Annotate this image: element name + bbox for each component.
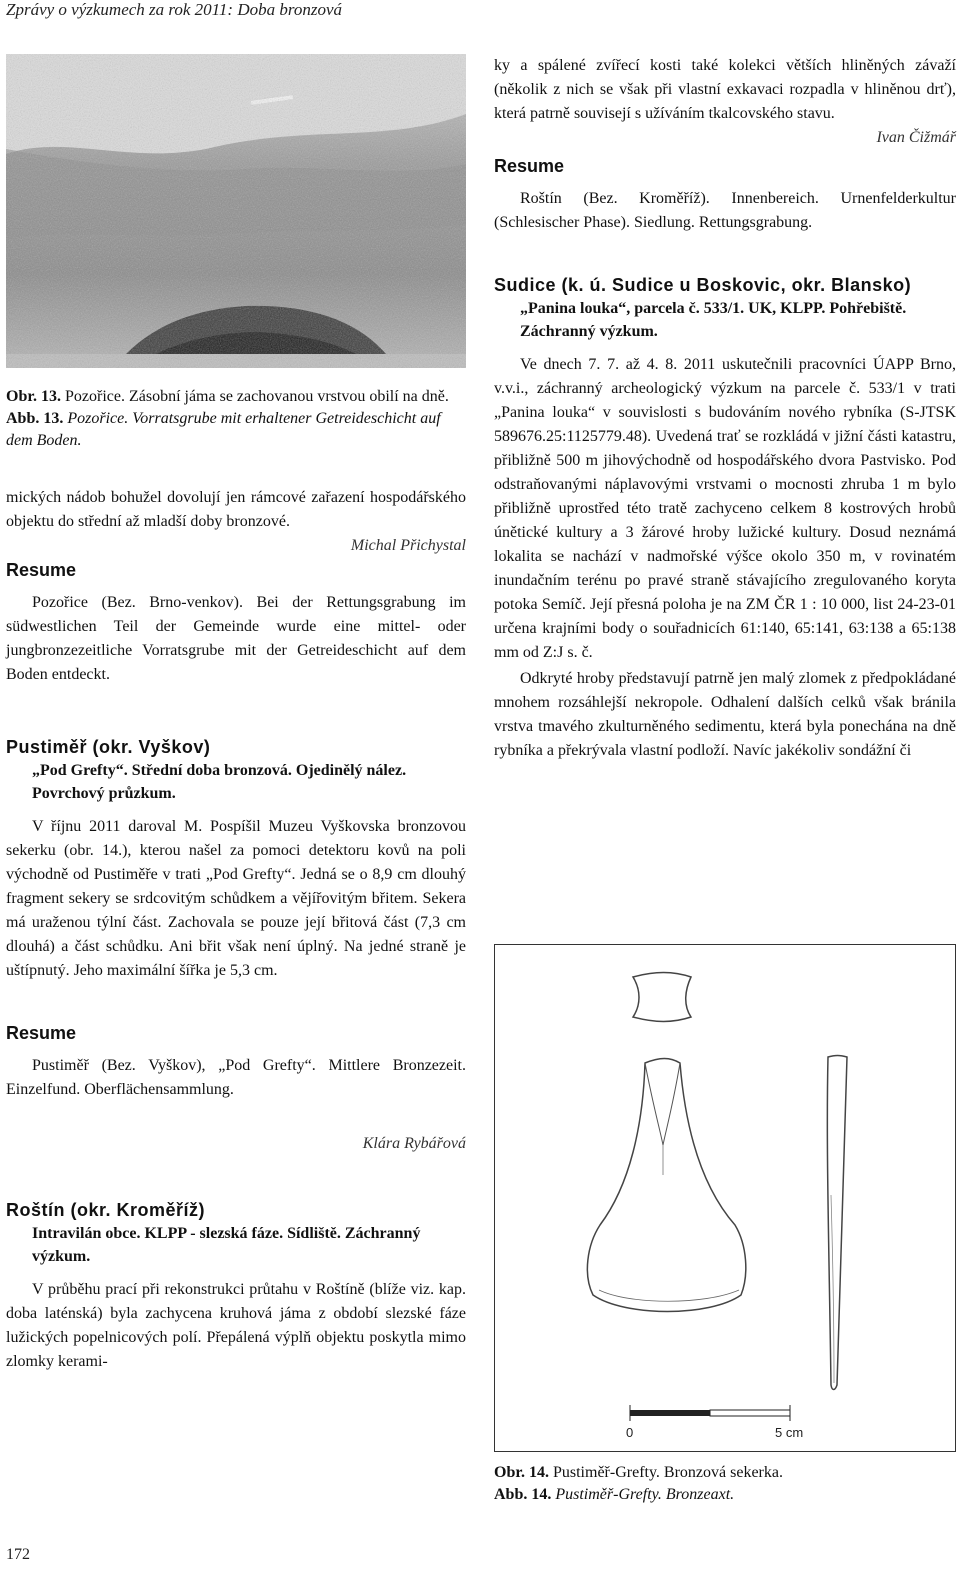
scale-5cm-label: 5 cm <box>775 1425 804 1440</box>
figure-14-caption-cz <box>494 1462 956 1484</box>
excavation-photo <box>6 54 466 368</box>
figure-14-label-cz: Obr. 14. <box>494 1464 549 1481</box>
right-column <box>494 54 956 763</box>
figure-14-text-cz: Pustiměř-Grefty. Bronzová sekerka. <box>552 1464 783 1481</box>
figure-14-text-de: Pustiměř-Grefty. Bronzeaxt. <box>555 1486 735 1503</box>
pozorice-paragraph: mických nádob bohužel dovolují jen rámcové zařazení hospodářského objektu do střední až mladší doby bronzové. <box>6 489 466 530</box>
pozorice-resume-heading: Resume <box>6 560 77 580</box>
figure-13-label-de: Abb. 13. <box>6 410 64 427</box>
rostin-paragraph: V průběhu prací při rekonstrukci průtahu v Roštíně (blíže viz. kap. doba laténská) byla zachycena kruhová jáma z období slezské fáze lužických popelnicových polí. Přepálená výplň objektu poskytla mimo zlomky kerami- <box>6 1281 466 1370</box>
scale-zero-label: 0 <box>626 1425 634 1440</box>
figure-13-caption-de <box>6 408 466 452</box>
rostin-heading: Roštín (okr. Kroměříž) <box>6 1200 206 1220</box>
running-head: Zprávy o výzkumech za rok 2011: Doba bronzová <box>6 0 342 19</box>
figure-13-caption-cz <box>6 386 466 408</box>
page-number: 172 <box>6 1546 30 1563</box>
figure-14-drawing <box>494 944 956 1452</box>
left-column <box>6 372 466 1374</box>
figure-14-label-de: Abb. 14. <box>494 1486 552 1503</box>
pustimer-resume-text: Pustiměř (Bez. Vyškov), „Pod Grefty“. Mittlere Bronzezeit. Einzelfund. Oberflächensammlung. <box>6 1057 466 1098</box>
figure-14-caption-de <box>494 1484 956 1506</box>
pustimer-resume-heading: Resume <box>6 1023 77 1043</box>
figure-14-caption <box>494 1462 956 1506</box>
rostin-resume-text: Roštín (Bez. Kroměříž). Innenbereich. Urnenfelderkultur (Schlesischer Phase). Siedlung. Rettungsgrabung. <box>494 190 956 231</box>
figure-13-label-cz: Obr. 13. <box>6 388 61 405</box>
pozorice-author: Michal Přichystal <box>350 537 466 554</box>
rostin-resume-heading: Resume <box>494 156 565 176</box>
pustimer-heading: Pustiměř (okr. Vyškov) <box>6 737 211 757</box>
excavation-photo-graphic <box>6 54 466 368</box>
rostin-author: Ivan Čižmář <box>876 129 956 146</box>
sudice-subheading: „Panina louka“, parcela č. 533/1. UK, KLPP. Pohřebiště. Záchranný výzkum. <box>520 300 907 340</box>
pozorice-resume-text: Pozořice (Bez. Brno-venkov). Bei der Rettungsgrabung im südwestlichen Teil der Gemeinde wurde eine mittel- oder jungbronzezeitliche Vorratsgrube mit der Getreideschicht auf dem Boden entdeckt. <box>6 594 466 683</box>
sudice-paragraph-1: Ve dnech 7. 7. až 4. 8. 2011 uskutečnili pracovníci ÚAPP Brno, v.v.i., záchranný archeologický výzkum na parcele č. 533/1 v trati „Panina louka“ v souvislosti s budováním nového rybníka (S-JTSK 589676.25:1125779.48). Uvedená trať se rozkládá v jižní části katastru, přibližně 500 m jihovýchodně od hospodářského dvora Pastvisko. Pod odstraňovanými náplavovými vrstvami o mocnosti zhruba 1 m bylo přibližně uprostřed této tratě zachyceno celkem 8 kostrových hrobů únětické kultury a 3 žárové hroby lužické kultury. Dosud neznámá lokalita se nachází v nadmořské výšce okolo 350 m, v rovinatém inundačním terénu po pravé straně stávajícího zregulovaného koryta potoka Semíč. Její přesná poloha je na ZM ČR 1 : 10 000, list 24-23-01 určena krajními body o souřadnicích 61:140, 65:141, 63:138 a 65:138 mm od Z:J s. č. <box>494 356 956 661</box>
sudice-paragraph-2: Odkryté hroby představují patrně jen malý zlomek z předpokládané mnohem rozsáhlejší nekropole. Odhalení dalších celků však bránila vrstva tmavého zkulturněného sedimentu, která byla ponechána na dně rybníka a překrývala vlastní podloží. Navíc jakékoliv sondážní či <box>494 670 956 759</box>
figure-13-text-cz: Pozořice. Zásobní jáma se zachovanou vrstvou obilí na dně. <box>64 388 449 405</box>
pustimer-subheading: „Pod Grefty“. Střední doba bronzová. Ojedinělý nález. Povrchový průzkum. <box>32 762 407 802</box>
bronze-axe-illustration <box>495 945 955 1451</box>
rostin-subheading: Intravilán obce. KLPP - slezská fáze. Sídliště. Záchranný výzkum. <box>32 1225 421 1265</box>
rostin-paragraph-continued: ky a spálené zvířecí kosti také kolekci větších hliněných závaží (několik z nich se však při vlastní exkavaci rozpadla v hliněnou drť), která patrně souvisejí s užíváním tkalcovského stavu. <box>494 57 956 122</box>
sudice-heading: Sudice (k. ú. Sudice u Boskovic, okr. Blansko) <box>494 275 912 295</box>
pustimer-paragraph: V říjnu 2011 daroval M. Pospíšil Muzeu Vyškovska bronzovou sekerku (obr. 14.), kterou našel za pomoci detektoru kovů na poli východně od Pustiměře v trati „Pod Grefty“. Jedná se o 8,9 cm dlouhý fragment sekery se srdcovitým schůdkem a vějířovitým břitem. Sekera má uraženou týlní část. Zachovala se pouze její břitová část (7,3 cm dlouhá) a část schůdku. Ani břit však není úplný. Na jedné straně je uštípnutý. Jeho maximální šířka je 5,3 cm. <box>6 818 466 979</box>
figure-13-text-de: Pozořice. Vorratsgrube mit erhaltener Getreideschicht auf dem Boden. <box>6 410 441 449</box>
pustimer-author: Klára Rybářová <box>362 1135 466 1152</box>
